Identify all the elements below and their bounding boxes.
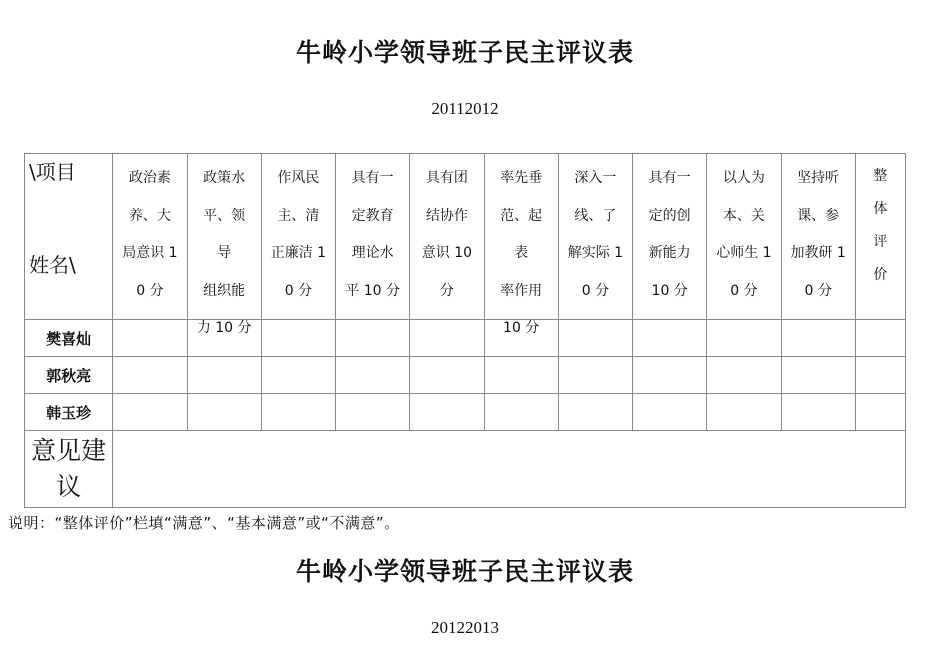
column-header: 深入一 线、了 解实际 1 0 分 [558,154,632,320]
rating-cell[interactable] [707,320,781,357]
corner-item-label: \项目 [29,160,76,184]
second-form-title: 牛岭小学领导班子民主评议表 [295,557,634,586]
rating-cell[interactable] [558,320,632,357]
rating-cell[interactable] [781,394,855,431]
column-header: 政策水 平、领 导 组织能 力 10 分 [187,154,261,320]
column-header: 具有团 结协作 意识 10 分 [410,154,484,320]
column-header: 具有一 定教育 理论水 平 10 分 [336,154,410,320]
rating-cell[interactable] [633,320,707,357]
instruction-note: 说明：“整体评价”栏填“满意”、“基本满意”或“不满意”。 [8,514,400,532]
table-row [25,320,906,357]
column-header: 以人为 本、关 心师生 1 0 分 [707,154,781,320]
column-header: 整 体 评 价 [855,154,905,320]
school-year: 20112012 [431,99,499,118]
rating-cell[interactable] [484,357,558,394]
person-name: 郭秋亮 [25,357,113,394]
opinion-label-line-1: 意见建 [31,436,107,465]
table-row [25,394,906,431]
rating-cell[interactable] [187,357,261,394]
rating-cell[interactable] [336,320,410,357]
column-header: 率先垂 范、起 表 率作用 10 分 [484,154,558,320]
rating-cell[interactable] [410,320,484,357]
rating-cell[interactable] [707,357,781,394]
header-row [25,154,906,320]
rating-cell[interactable] [113,320,187,357]
rating-cell[interactable] [336,357,410,394]
rating-cell[interactable] [410,394,484,431]
rating-cell[interactable] [261,320,335,357]
opinion-label [25,431,113,508]
rating-cell[interactable] [558,394,632,431]
rating-cell[interactable] [781,357,855,394]
corner-header [25,154,113,320]
column-header: 政治素 养、大 局意识 1 0 分 [113,154,187,320]
rating-cell[interactable] [781,320,855,357]
person-name: 韩玉珍 [25,394,113,431]
overall-rating-cell[interactable] [855,394,905,431]
evaluation-table [24,153,906,508]
rating-cell[interactable] [410,357,484,394]
corner-name-label: 姓名\ [29,253,76,277]
rating-cell[interactable] [261,357,335,394]
overall-rating-cell[interactable] [855,357,905,394]
rating-cell[interactable] [113,394,187,431]
column-header: 作风民 主、清 正廉洁 1 0 分 [261,154,335,320]
column-header: 具有一 定的创 新能力 10 分 [633,154,707,320]
opinion-row [25,431,906,508]
rating-cell[interactable] [707,394,781,431]
form-title: 牛岭小学领导班子民主评议表 [295,38,634,67]
rating-cell[interactable] [336,394,410,431]
rating-cell[interactable] [113,357,187,394]
rating-cell[interactable] [187,394,261,431]
rating-cell[interactable] [484,394,558,431]
overall-rating-cell[interactable] [855,320,905,357]
opinion-label-line-2: 议 [56,472,82,501]
rating-cell[interactable] [633,394,707,431]
second-school-year: 20122013 [431,618,499,637]
opinion-input-cell[interactable] [113,431,906,508]
column-header: 坚持听 课、参 加教研 1 0 分 [781,154,855,320]
table-row [25,357,906,394]
rating-cell[interactable] [261,394,335,431]
person-name: 樊喜灿 [25,320,113,357]
rating-cell[interactable] [633,357,707,394]
rating-cell[interactable] [558,357,632,394]
